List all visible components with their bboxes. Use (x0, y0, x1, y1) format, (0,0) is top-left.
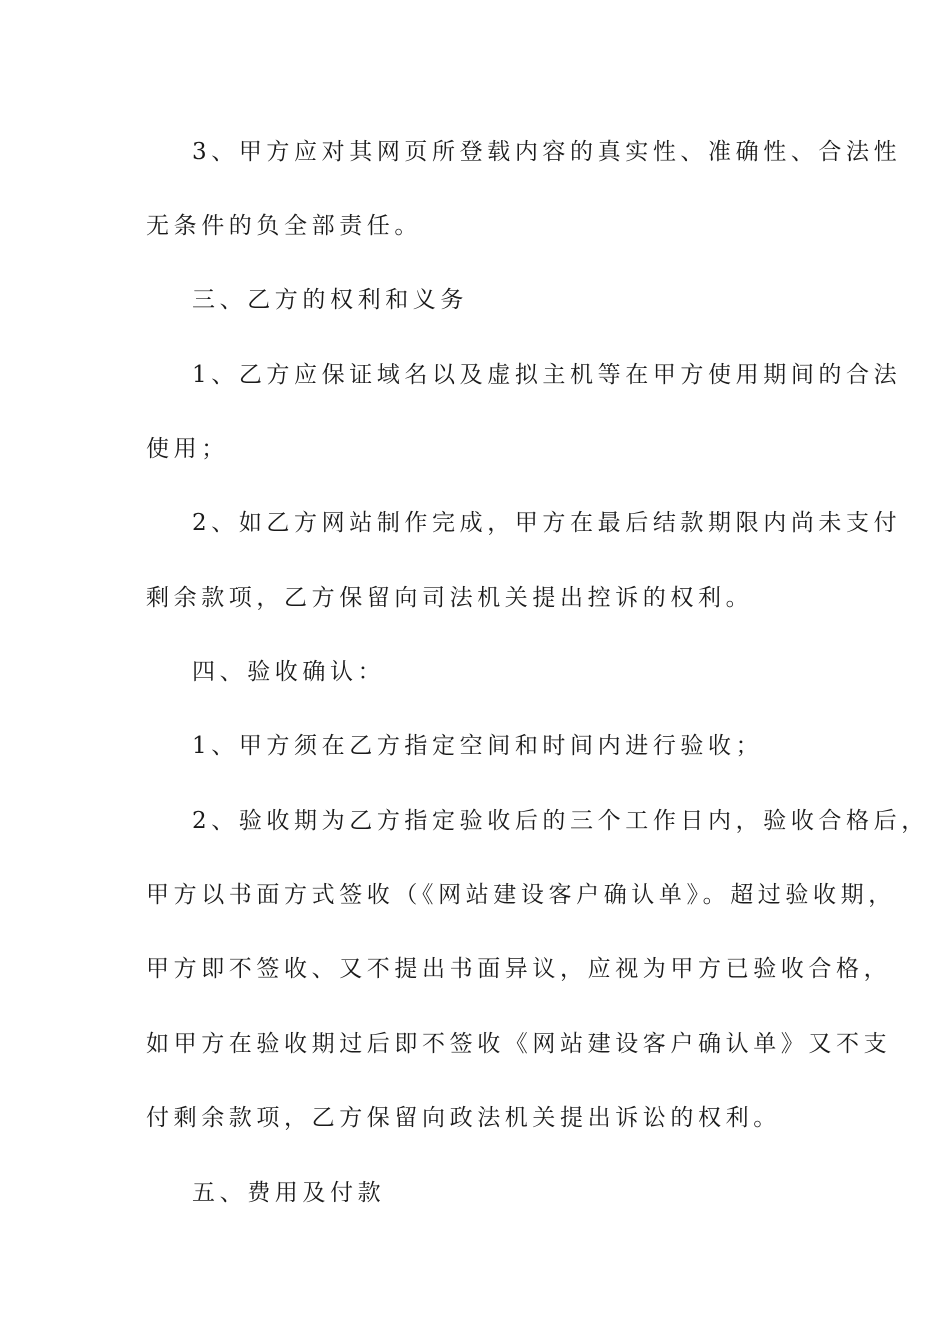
section-heading-party-b-rights: 三、乙方的权利和义务 (192, 287, 468, 313)
clause-3-line-1: 3、甲方应对其网页所登载内容的真实性、准确性、合法性 (192, 139, 902, 165)
clause-3-line-2: 无条件的负全部责任。 (146, 213, 422, 239)
party-b-clause-1-line-2: 使用； (146, 436, 229, 462)
party-b-clause-1-line-1: 1、乙方应保证域名以及虚拟主机等在甲方使用期间的合法 (192, 362, 902, 388)
acceptance-clause-2-line-5: 付剩余款项，乙方保留向政法机关提出诉讼的权利。 (146, 1105, 781, 1131)
acceptance-clause-2-line-3: 甲方即不签收、又不提出书面异议，应视为甲方已验收合格， (146, 956, 892, 982)
acceptance-clause-2-line-1: 2、验收期为乙方指定验收后的三个工作日内，验收合格后， (192, 808, 929, 834)
section-heading-acceptance: 四、验收确认： (192, 659, 386, 685)
party-b-clause-2-line-2: 剩余款项，乙方保留向司法机关提出控诉的权利。 (146, 585, 754, 611)
acceptance-clause-2-line-2: 甲方以书面方式签收（《网站建设客户确认单》。超过验收期， (146, 882, 896, 908)
acceptance-clause-1: 1、甲方须在乙方指定空间和时间内进行验收； (192, 733, 764, 759)
acceptance-clause-2-line-4: 如甲方在验收期过后即不签收《网站建设客户确认单》又不支 (146, 1031, 892, 1057)
section-heading-fees-payment: 五、费用及付款 (192, 1180, 386, 1206)
party-b-clause-2-line-1: 2、如乙方网站制作完成，甲方在最后结款期限内尚未支付 (192, 510, 902, 536)
